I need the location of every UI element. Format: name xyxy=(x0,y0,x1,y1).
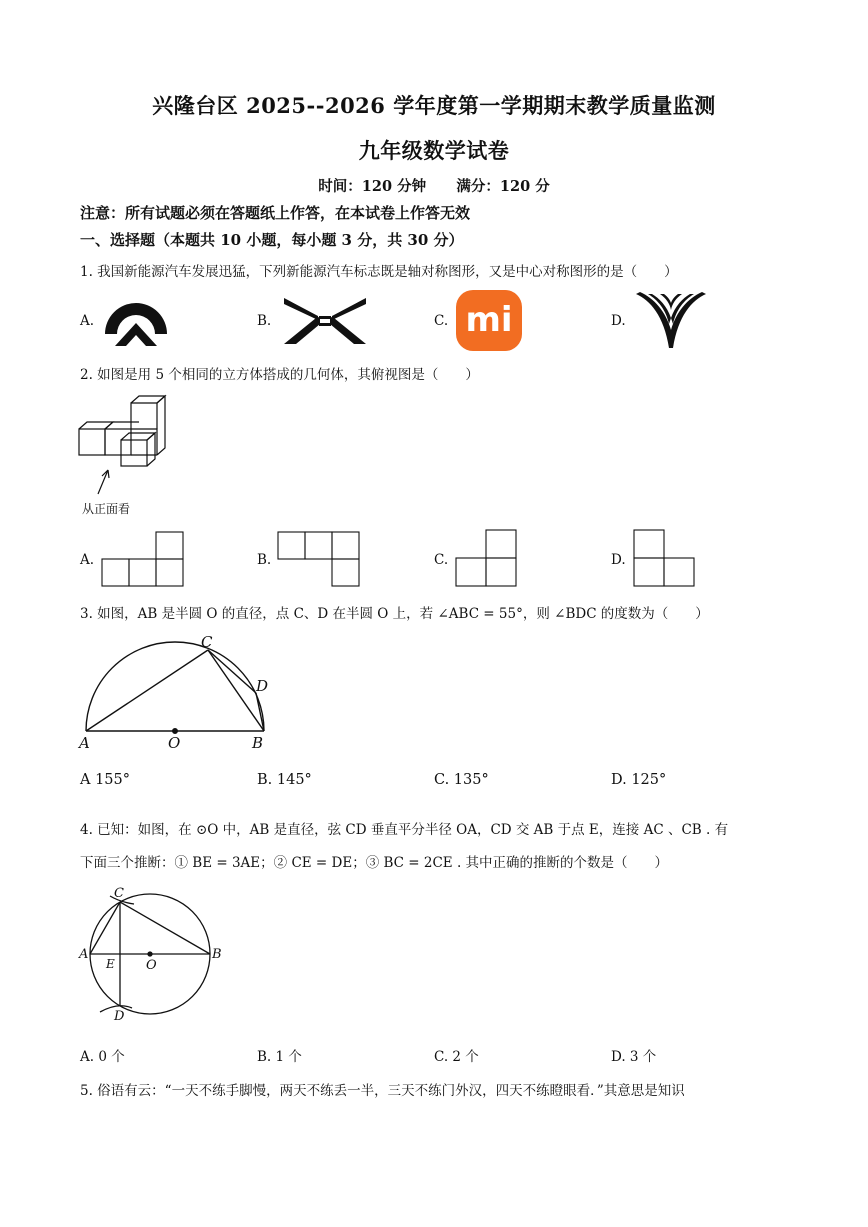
q3-label-o: O xyxy=(168,734,181,752)
notice: 注意：所有试题必须在答题纸上作答，在本试卷上作答无效 xyxy=(80,204,471,222)
q2-option-b: B. xyxy=(257,552,272,568)
q2-caption: 从正面看 xyxy=(82,502,131,516)
q4-option-d: D. 3 个 xyxy=(611,1049,657,1065)
page-title: 兴隆台区 2025--2026 学年度第一学期期末教学质量监测 xyxy=(152,93,716,118)
logo-d-icon xyxy=(634,290,708,350)
q4-stem-line1: 4. 已知：如图，在 ⊙O 中，AB 是直径，弦 CD 垂直平分半径 OA，CD 交 AB 于点 E，连接 AC 、CB . 有 xyxy=(80,822,729,838)
q2-option-a: A. xyxy=(80,552,95,568)
q2-view-c xyxy=(455,529,517,587)
q3-option-c: C. 135° xyxy=(434,772,489,788)
logo-b-icon xyxy=(282,296,368,346)
q1-option-d: D. xyxy=(611,313,626,329)
q4-option-b: B. 1 个 xyxy=(257,1049,302,1065)
cube-solid-figure xyxy=(78,396,178,506)
logo-c-text: mi xyxy=(465,300,513,340)
q1-stem: 1. 我国新能源汽车发展迅猛，下列新能源汽车标志既是轴对称图形，又是中心对称图形的是（ ） xyxy=(80,264,678,280)
q2-option-d: D. xyxy=(611,552,626,568)
q5-stem: 5. 俗语有云：“一天不练手脚慢，两天不练丢一半，三天不练门外汉，四天不练瞪眼看．”其意思是知识 xyxy=(80,1083,685,1099)
q4-label-d: D xyxy=(114,1009,125,1024)
q4-label-e: E xyxy=(106,957,115,971)
q2-view-a xyxy=(101,531,185,587)
q1-option-b: B. xyxy=(257,313,272,329)
q3-stem: 3. 如图，AB 是半圆 O 的直径，点 C、D 在半圆 O 上，若 ∠ABC = 55°，则 ∠BDC 的度数为（ ） xyxy=(80,606,709,622)
q3-label-c: C xyxy=(201,633,213,651)
q4-option-c: C. 2 个 xyxy=(434,1049,479,1065)
q3-label-a: A xyxy=(79,734,90,752)
q2-view-b xyxy=(277,531,361,587)
q3-label-d: D xyxy=(256,677,269,695)
q4-label-b: B xyxy=(212,947,222,962)
q1-option-c: C. xyxy=(434,313,449,329)
q4-option-a: A. 0 个 xyxy=(80,1049,125,1065)
q3-option-d: D. 125° xyxy=(611,772,667,788)
logo-a-icon xyxy=(101,290,171,350)
q3-label-b: B xyxy=(252,734,264,752)
q4-stem-line2: 下面三个推断：① BE = 3AE；② CE = DE；③ BC = 2CE . 其中正确的推断的个数是（ ） xyxy=(80,855,669,871)
q4-label-a: A xyxy=(79,947,89,962)
section-title: 一、选择题（本题共 10 小题，每小题 3 分，共 30 分） xyxy=(80,231,464,249)
time-info: 时间：120 分钟 满分：120 分 xyxy=(318,178,550,195)
q2-view-d xyxy=(633,529,695,587)
q3-option-a: A 155° xyxy=(80,772,131,788)
q1-option-a: A. xyxy=(80,313,95,329)
q2-stem: 2. 如图是用 5 个相同的立方体搭成的几何体，其俯视图是（ ） xyxy=(80,367,479,383)
q4-label-o: O xyxy=(146,958,157,973)
q3-option-b: B. 145° xyxy=(257,772,312,788)
q2-option-c: C. xyxy=(434,552,449,568)
page-subtitle: 九年级数学试卷 xyxy=(358,138,510,163)
q4-label-c: C xyxy=(114,886,124,901)
